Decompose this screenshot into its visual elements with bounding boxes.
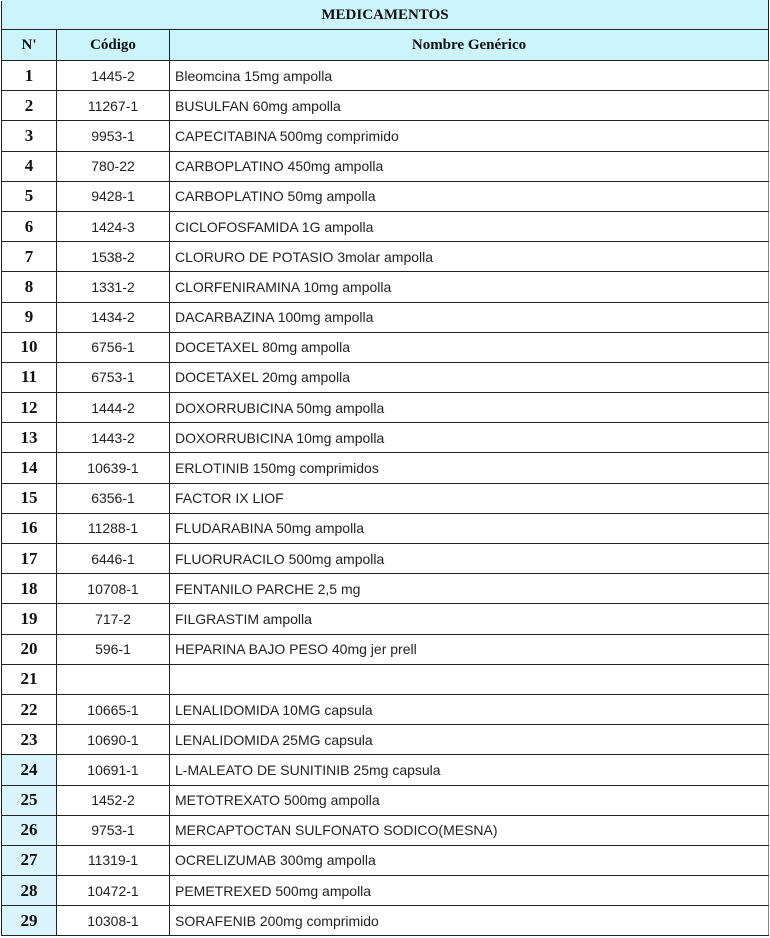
row-number: 7 [2,242,57,272]
row-code: 1538-2 [57,242,170,272]
row-number: 18 [2,574,57,604]
row-code: 10665-1 [57,694,170,724]
row-code: 1434-2 [57,302,170,332]
table-row [2,604,769,634]
row-number: 9 [2,302,57,332]
row-code: 11319-1 [57,845,170,875]
row-code: 1331-2 [57,272,170,302]
table-row [2,91,769,121]
header-row [2,30,769,61]
row-number: 10 [2,332,57,362]
table-row [2,61,769,91]
row-number: 24 [2,755,57,785]
row-code: 596-1 [57,634,170,664]
row-name: HEPARINA BAJO PESO 40mg jer prell [170,634,769,664]
table-row [2,121,769,151]
row-number: 19 [2,604,57,634]
row-name: CLORFENIRAMINA 10mg ampolla [170,272,769,302]
header-num: N' [2,30,57,61]
table-title: MEDICAMENTOS [2,1,769,30]
row-number: 5 [2,181,57,211]
row-number: 16 [2,513,57,543]
table-row [2,211,769,241]
row-number: 11 [2,362,57,392]
medicamentos-table [1,0,769,936]
table-row [2,423,769,453]
row-name: METOTREXATO 500mg ampolla [170,785,769,815]
table-row [2,906,769,936]
row-code: 9953-1 [57,121,170,151]
row-code: 6356-1 [57,483,170,513]
row-number: 12 [2,393,57,423]
row-number: 17 [2,544,57,574]
table-row [2,302,769,332]
row-name: OCRELIZUMAB 300mg ampolla [170,845,769,875]
row-name: CICLOFOSFAMIDA 1G ampolla [170,211,769,241]
row-code: 10472-1 [57,876,170,906]
row-name: CLORURO DE POTASIO 3molar ampolla [170,242,769,272]
row-number: 22 [2,694,57,724]
row-name: DOXORRUBICINA 10mg ampolla [170,423,769,453]
row-code [57,664,170,694]
row-code: 1443-2 [57,423,170,453]
table-row [2,544,769,574]
row-number: 28 [2,876,57,906]
row-code: 9753-1 [57,815,170,845]
row-name: FLUORURACILO 500mg ampolla [170,544,769,574]
row-name: DOCETAXEL 80mg ampolla [170,332,769,362]
table-row [2,815,769,845]
row-number: 25 [2,785,57,815]
row-name: LENALIDOMIDA 10MG capsula [170,694,769,724]
row-number: 14 [2,453,57,483]
table-row [2,513,769,543]
title-row [2,1,769,30]
row-code: 6753-1 [57,362,170,392]
row-name: L-MALEATO DE SUNITINIB 25mg capsula [170,755,769,785]
table-row [2,725,769,755]
row-name: LENALIDOMIDA 25MG capsula [170,725,769,755]
table-row [2,181,769,211]
table-body [2,1,769,936]
row-number: 15 [2,483,57,513]
row-number: 4 [2,151,57,181]
table-row [2,483,769,513]
row-number: 1 [2,61,57,91]
row-name: FENTANILO PARCHE 2,5 mg [170,574,769,604]
table-row [2,574,769,604]
row-code: 6446-1 [57,544,170,574]
row-code: 9428-1 [57,181,170,211]
table-row [2,332,769,362]
row-code: 10690-1 [57,725,170,755]
table-row [2,845,769,875]
row-code: 1424-3 [57,211,170,241]
row-number: 13 [2,423,57,453]
table-row [2,664,769,694]
row-name: BUSULFAN 60mg ampolla [170,91,769,121]
row-code: 10639-1 [57,453,170,483]
row-code: 10308-1 [57,906,170,936]
table-row [2,362,769,392]
row-number: 23 [2,725,57,755]
row-name: FILGRASTIM ampolla [170,604,769,634]
row-name [170,664,769,694]
row-number: 29 [2,906,57,936]
row-name: FACTOR IX LIOF [170,483,769,513]
row-code: 10691-1 [57,755,170,785]
row-name: DOXORRUBICINA 50mg ampolla [170,393,769,423]
row-number: 26 [2,815,57,845]
header-name: Nombre Genérico [170,30,769,61]
row-number: 8 [2,272,57,302]
row-number: 21 [2,664,57,694]
table-row [2,272,769,302]
row-name: DOCETAXEL 20mg ampolla [170,362,769,392]
row-name: Bleomcina 15mg ampolla [170,61,769,91]
table-row [2,393,769,423]
row-number: 6 [2,211,57,241]
row-code: 10708-1 [57,574,170,604]
row-code: 11288-1 [57,513,170,543]
row-name: PEMETREXED 500mg ampolla [170,876,769,906]
table-row [2,453,769,483]
row-name: CARBOPLATINO 50mg ampolla [170,181,769,211]
table-row [2,694,769,724]
row-code: 6756-1 [57,332,170,362]
row-name: MERCAPTOCTAN SULFONATO SODICO(MESNA) [170,815,769,845]
row-name: FLUDARABINA 50mg ampolla [170,513,769,543]
row-code: 717-2 [57,604,170,634]
row-number: 20 [2,634,57,664]
row-code: 1452-2 [57,785,170,815]
table-row [2,785,769,815]
table-row [2,242,769,272]
table-row [2,151,769,181]
row-name: DACARBAZINA 100mg ampolla [170,302,769,332]
row-number: 2 [2,91,57,121]
table-row [2,876,769,906]
row-code: 780-22 [57,151,170,181]
row-code: 1445-2 [57,61,170,91]
row-name: CAPECITABINA 500mg comprimido [170,121,769,151]
row-number: 27 [2,845,57,875]
row-number: 3 [2,121,57,151]
row-name: ERLOTINIB 150mg comprimidos [170,453,769,483]
row-code: 1444-2 [57,393,170,423]
table-row [2,634,769,664]
header-code: Código [57,30,170,61]
table-row [2,755,769,785]
row-name: CARBOPLATINO 450mg ampolla [170,151,769,181]
row-code: 11267-1 [57,91,170,121]
row-name: SORAFENIB 200mg comprimido [170,906,769,936]
